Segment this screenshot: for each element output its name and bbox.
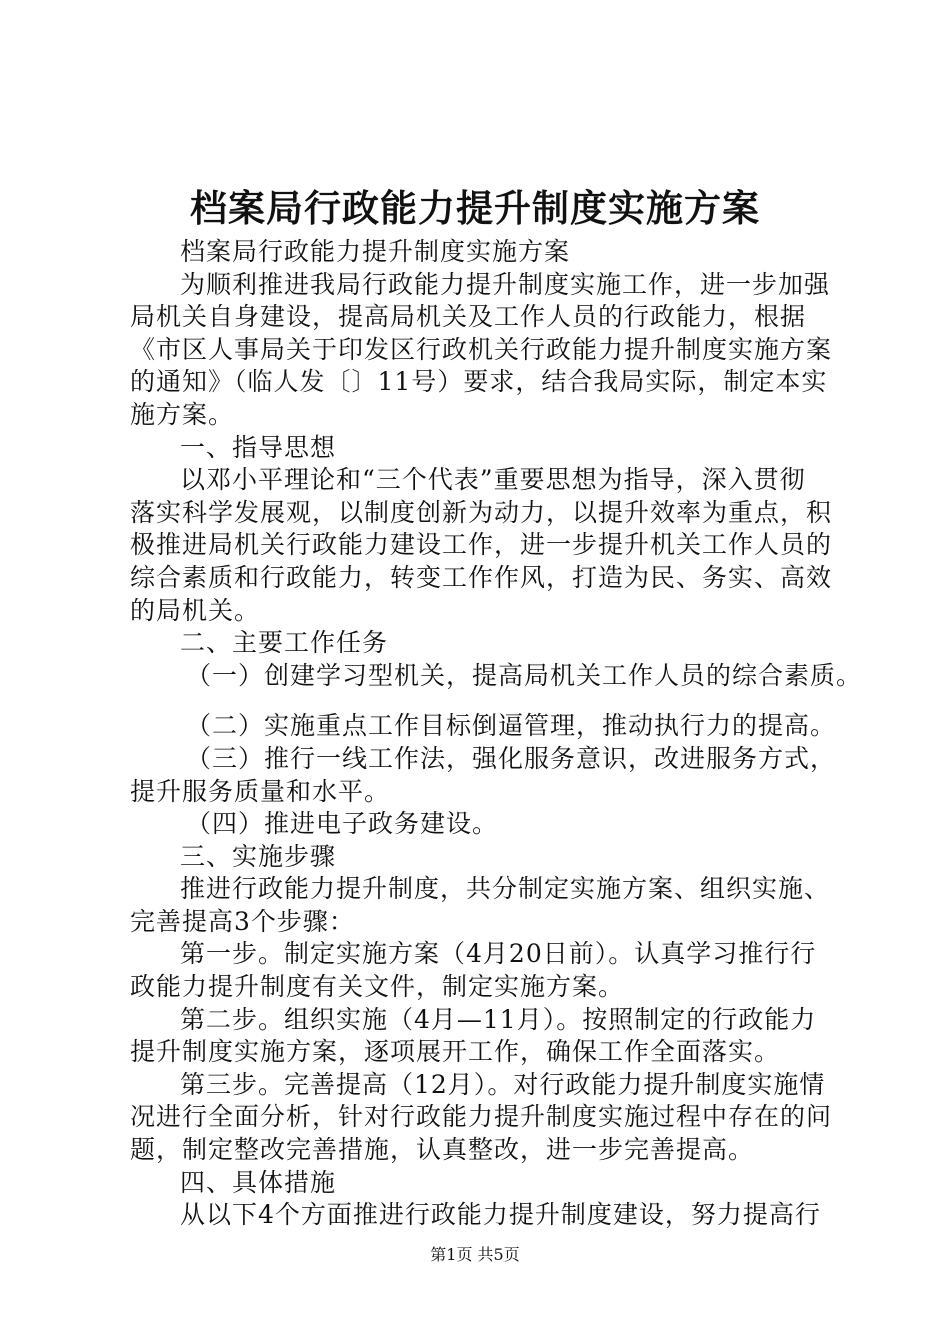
task-item: （三）推行一线工作法，强化服务意识，改进服务方式， [186,743,837,773]
paragraph-line: 题，制定整改完善措施，认真整改，进一步完善提高。 [130,1135,755,1165]
section-heading: 二、主要工作任务 [180,628,389,658]
subtitle-line: 档案局行政能力提升制度实施方案 [180,237,571,266]
paragraph-line: 政能力提升制度有关文件，制定实施方案。 [130,972,625,1002]
page-number: 第1页 共5页 [430,1245,520,1264]
paragraph-line: 提升服务质量和水平。 [130,776,391,806]
paragraph-line: 极推进局机关行政能力建设工作，进一步提升机关工作人员的 [130,530,833,560]
paragraph-line: 为顺利推进我局行政能力提升制度实施工作，进一步加强 [180,269,831,299]
task-item: （四）推进电子政务建设。 [186,809,499,839]
paragraph-line: 完善提高3个步骤： [130,906,355,936]
paragraph-line: 况进行全面分析，针对行政能力提升制度实施过程中存在的问 [130,1102,833,1132]
task-item: （二）实施重点工作目标倒逼管理，推动执行力的提高。 [186,711,837,741]
document-title: 档案局行政能力提升制度实施方案 [190,186,760,230]
step-line: 第一步。制定实施方案（4月20日前）。认真学习推行行 [180,939,817,969]
paragraph-line: 落实科学发展观，以制度创新为动力，以提升效率为重点，积 [130,497,833,527]
paragraph-line: 以邓小平理论和“三个代表”重要思想为指导，深入贯彻 [180,465,806,495]
task-item: （一）创建学习型机关，提高局机关工作人员的综合素质。 [186,660,863,690]
section-heading: 三、实施步骤 [180,841,337,871]
paragraph-line: 的通知》（临人发〔〕11号）要求，结合我局实际，制定本实 [130,367,828,397]
paragraph-line: 推进行政能力提升制度，共分制定实施方案、组织实施、 [180,874,831,904]
document-body [130,236,863,1232]
paragraph-line: 综合素质和行政能力，转变工作作风，打造为民、务实、高效 [130,562,833,592]
step-line: 第二步。组织实施（4月—11月）。按照制定的行政能力 [180,1004,817,1034]
paragraph-line: 从以下4个方面推进行政能力提升制度建设，努力提高行 [180,1200,821,1230]
step-line: 第三步。完善提高（12月）。对行政能力提升制度实施情 [180,1069,826,1099]
paragraph-line: 《市区人事局关于印发区行政机关行政能力提升制度实施方案 [130,334,833,364]
paragraph-line: 的局机关。 [130,595,261,625]
paragraph-line: 施方案。 [130,399,235,429]
paragraph-line: 局机关自身建设，提高局机关及工作人员的行政能力，根据 [130,302,807,332]
section-heading: 一、指导思想 [180,432,337,462]
section-heading: 四、具体措施 [180,1167,337,1197]
paragraph-line: 提升制度实施方案，逐项展开工作，确保工作全面落实。 [130,1037,781,1067]
